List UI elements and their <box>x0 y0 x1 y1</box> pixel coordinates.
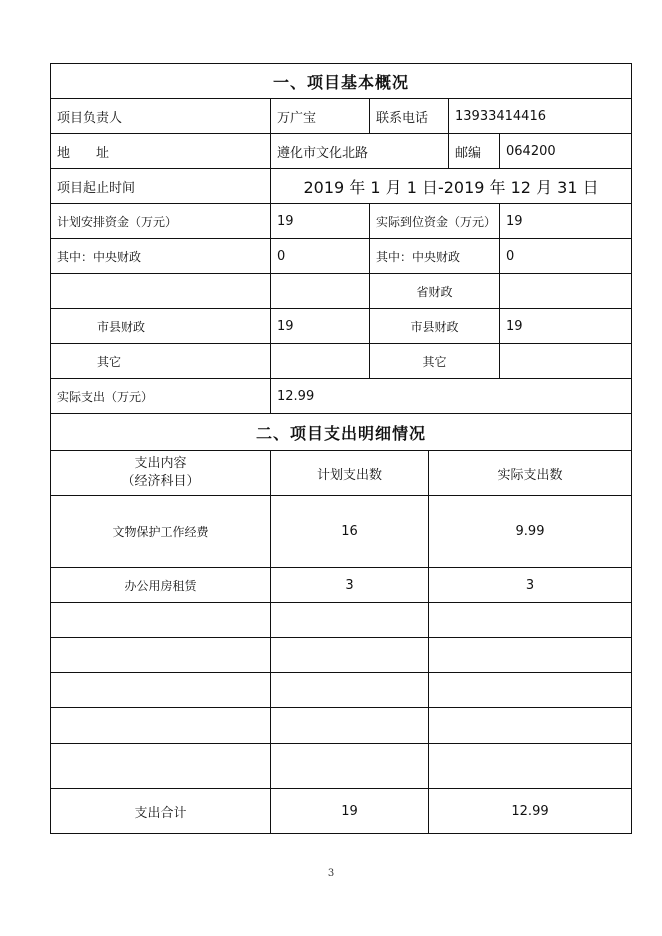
central-label-right: 其中：中央财政 <box>370 239 500 274</box>
actual-spend-value: 12.99 <box>271 379 632 414</box>
header-content-line1: 支出内容 <box>134 456 187 471</box>
central-value-right: 0 <box>500 239 632 274</box>
header-content <box>51 451 271 496</box>
province-value-left <box>271 274 370 309</box>
address-label: 地 址 <box>51 134 271 169</box>
row-planned: 16 <box>271 496 429 568</box>
postcode-label: 邮编 <box>449 134 500 169</box>
table-row <box>51 744 632 789</box>
row-item <box>51 708 271 744</box>
row-planned: 3 <box>271 568 429 603</box>
header-actual: 实际支出数 <box>429 451 632 496</box>
row-actual <box>429 673 632 708</box>
phone-value: 13933414416 <box>449 99 632 134</box>
page-number: 3 <box>327 868 335 879</box>
actual-funds-label: 实际到位资金（万元） <box>370 204 500 239</box>
row-planned <box>271 673 429 708</box>
other-label-left: 其它 <box>51 344 271 379</box>
row-actual <box>429 744 632 789</box>
phone-label: 联系电话 <box>370 99 449 134</box>
province-label-left <box>51 274 271 309</box>
total-actual: 12.99 <box>429 789 632 834</box>
address-value: 遵化市文化北路 <box>271 134 449 169</box>
table-row <box>51 568 632 603</box>
basic-info-table <box>50 63 632 204</box>
central-label-left: 其中：中央财政 <box>51 239 271 274</box>
leader-value: 万广宝 <box>271 99 370 134</box>
section2-title: 二、项目支出明细情况 <box>51 414 632 451</box>
row-actual <box>429 708 632 744</box>
table-row <box>51 673 632 708</box>
table-row <box>51 496 632 568</box>
other-value-right <box>500 344 632 379</box>
postcode-value: 064200 <box>500 134 632 169</box>
expenditure-table <box>50 413 632 834</box>
actual-spend-label: 实际支出（万元） <box>51 379 271 414</box>
central-value-left: 0 <box>271 239 370 274</box>
planned-funds-label: 计划安排资金（万元） <box>51 204 271 239</box>
province-value-right <box>500 274 632 309</box>
province-label-right: 省财政 <box>370 274 500 309</box>
table-row <box>51 638 632 673</box>
row-item <box>51 673 271 708</box>
city-value-right: 19 <box>500 309 632 344</box>
row-item <box>51 744 271 789</box>
row-actual <box>429 638 632 673</box>
header-planned: 计划支出数 <box>271 451 429 496</box>
row-actual <box>429 603 632 638</box>
period-value: 2019 年 1 月 1 日-2019 年 12 月 31 日 <box>271 169 632 204</box>
table-row <box>51 708 632 744</box>
funding-table <box>50 203 632 414</box>
section1-title: 一、项目基本概况 <box>51 64 632 99</box>
city-label-right: 市县财政 <box>370 309 500 344</box>
other-value-left <box>271 344 370 379</box>
leader-label: 项目负责人 <box>51 99 271 134</box>
row-actual: 3 <box>429 568 632 603</box>
table-row <box>51 603 632 638</box>
row-item <box>51 638 271 673</box>
total-planned: 19 <box>271 789 429 834</box>
row-item: 办公用房租赁 <box>51 568 271 603</box>
row-planned <box>271 603 429 638</box>
other-label-right: 其它 <box>370 344 500 379</box>
header-content-line2: （经济科目） <box>121 474 200 489</box>
period-label: 项目起止时间 <box>51 169 271 204</box>
total-row <box>51 789 632 834</box>
row-planned <box>271 708 429 744</box>
row-actual: 9.99 <box>429 496 632 568</box>
total-label: 支出合计 <box>51 789 271 834</box>
row-item: 文物保护工作经费 <box>51 496 271 568</box>
row-planned <box>271 638 429 673</box>
city-label-left: 市县财政 <box>51 309 271 344</box>
actual-funds-value: 19 <box>500 204 632 239</box>
city-value-left: 19 <box>271 309 370 344</box>
row-planned <box>271 744 429 789</box>
planned-funds-value: 19 <box>271 204 370 239</box>
row-item <box>51 603 271 638</box>
